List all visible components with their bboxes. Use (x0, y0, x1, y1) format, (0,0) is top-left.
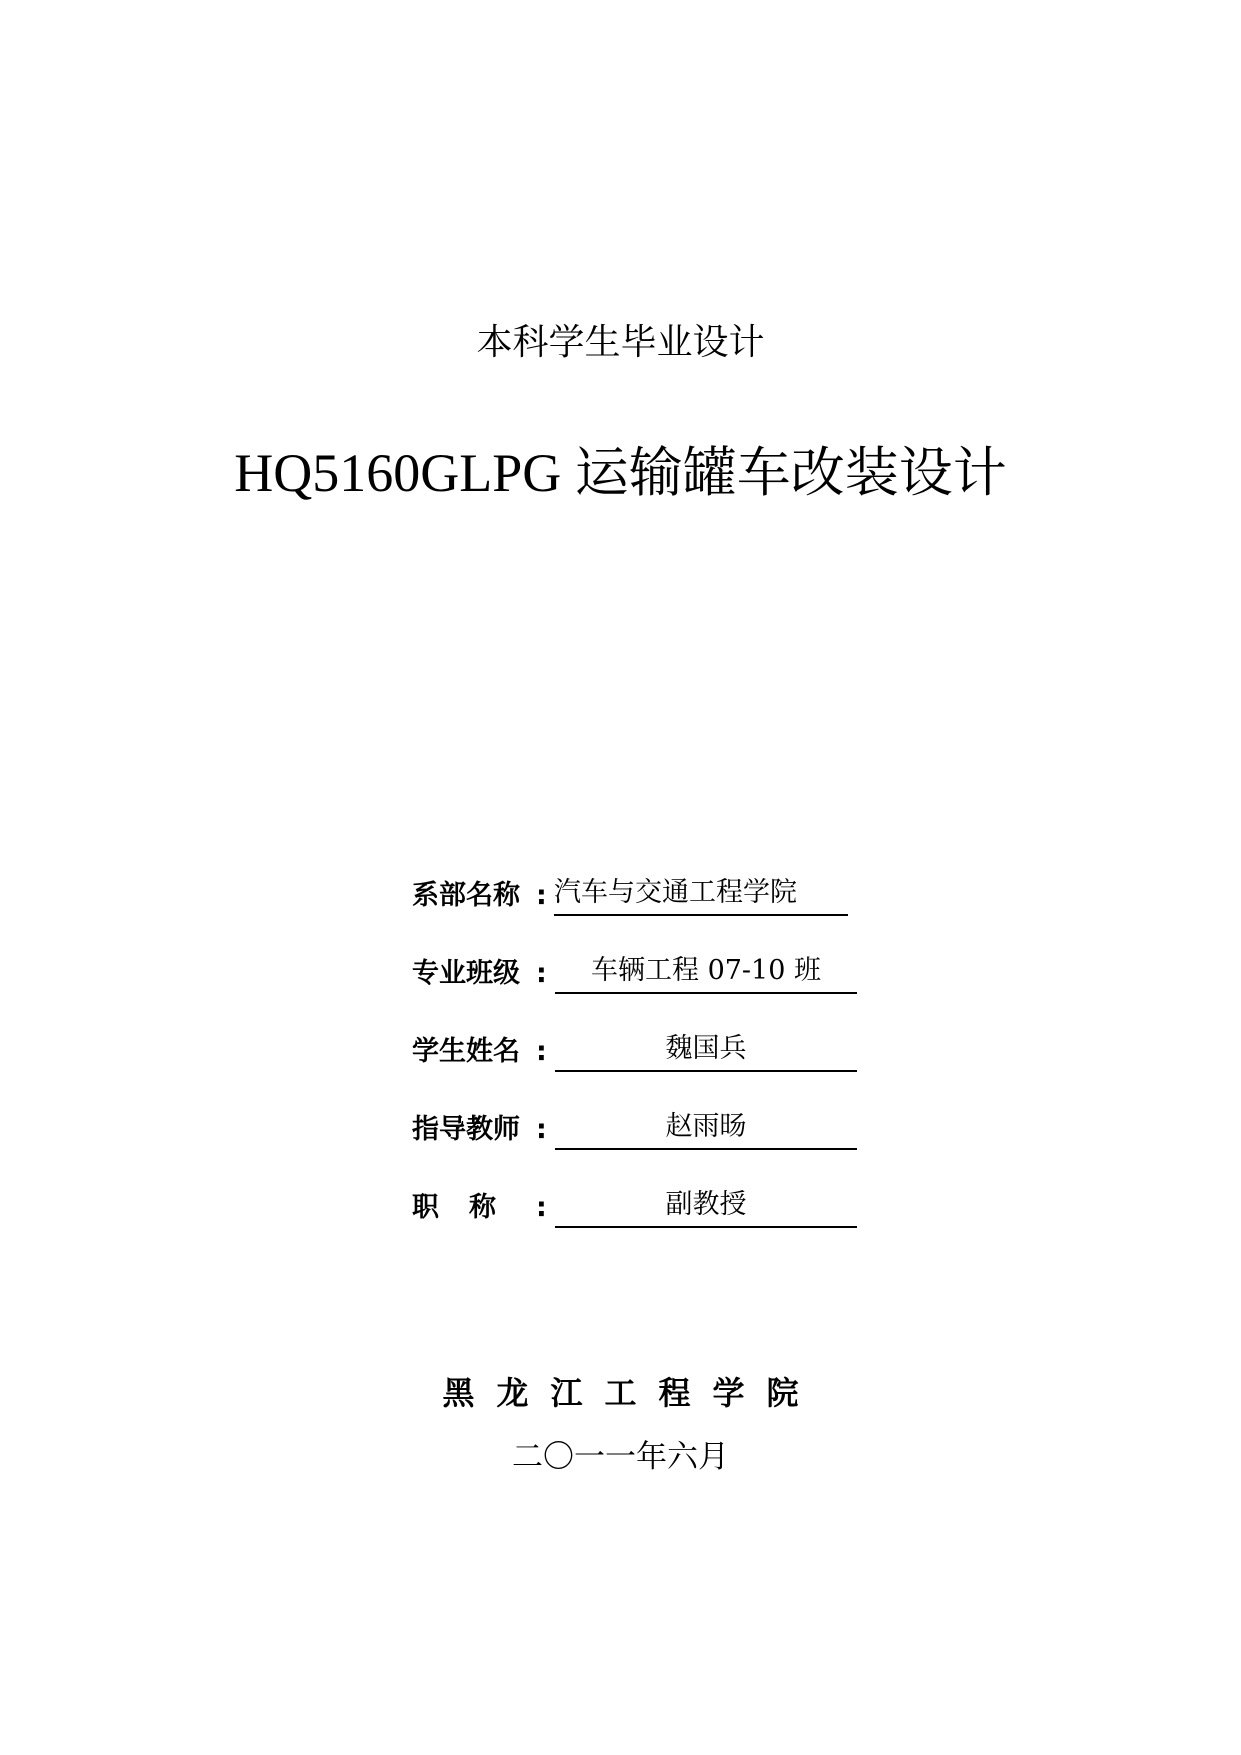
info-block (412, 872, 872, 1262)
school-name: 黑龙江工程学院 (442, 1374, 821, 1412)
info-label: 职称 (412, 1192, 526, 1223)
cover-kicker: 本科学生毕业设计 (476, 322, 765, 363)
info-value: 汽车与交通工程学院 (554, 872, 848, 916)
info-value: 赵雨旸 (555, 1106, 857, 1150)
info-value: 车辆工程 07-10 班 (555, 950, 857, 994)
info-colon: : (536, 1036, 547, 1067)
info-row-department (412, 872, 872, 950)
thesis-title: HQ5160GLPG 运输罐车改装设计 (234, 443, 1007, 503)
info-value: 副教授 (555, 1184, 857, 1228)
info-value: 魏国兵 (555, 1028, 857, 1072)
info-colon: : (536, 958, 547, 989)
info-label: 指导教师 (412, 1114, 520, 1145)
info-row-title (412, 1184, 872, 1262)
info-row-class (412, 950, 872, 1028)
date: 二〇一一年六月 (512, 1439, 729, 1475)
info-label: 学生姓名 (412, 1036, 520, 1067)
info-colon: : (536, 880, 547, 911)
info-colon: : (536, 1192, 547, 1223)
info-colon: : (536, 1114, 547, 1145)
info-label: 系部名称 (412, 880, 520, 911)
info-row-student (412, 1028, 872, 1106)
info-row-advisor (412, 1106, 872, 1184)
info-label: 专业班级 (412, 958, 520, 989)
